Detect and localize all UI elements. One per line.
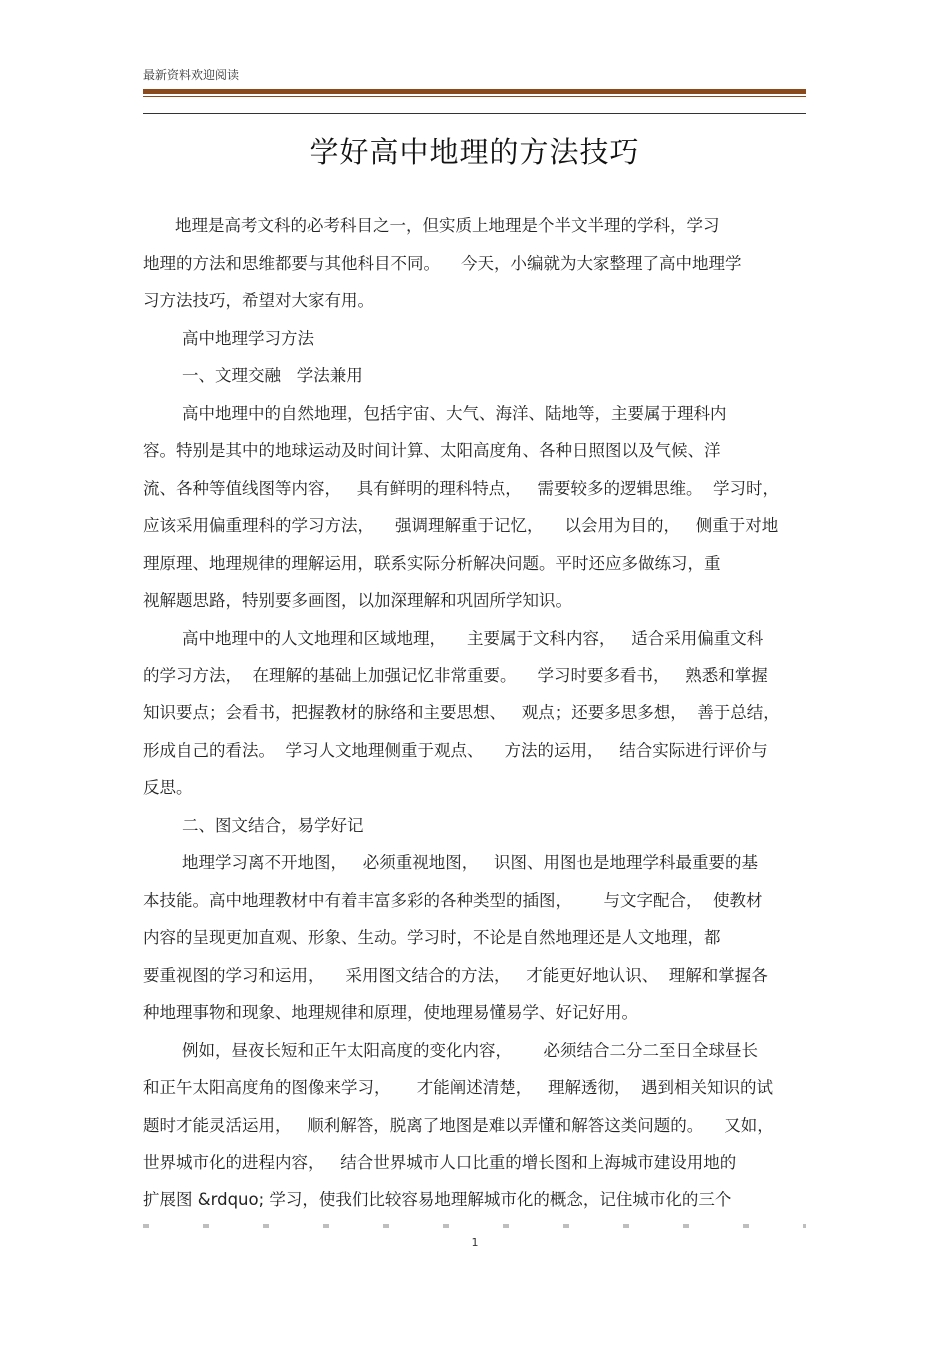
text-line: 世界城市化的进程内容， 结合世界城市人口比重的增长图和上海城市建设用地的 [143, 1153, 737, 1172]
text-line: 容。特别是其中的地球运动及时间计算、太阳高度角、各种日照图以及气候、洋 [143, 441, 721, 460]
header-text: 最新资料欢迎阅读 [143, 68, 240, 82]
text-line: 视解题思路，特别要多画图，以加深理解和巩固所学知识。 [143, 591, 572, 610]
text-line: 知识要点；会看书，把握教材的脉络和主要思想、 观点；还要多思多想， 善于总结， [143, 703, 780, 722]
text-line: 的学习方法， 在理解的基础上加强记忆非常重要。 学习时要多看书， 熟悉和掌握 [143, 666, 768, 685]
section-heading: 一、文理交融 学法兼用 [182, 366, 363, 385]
header-rule-thin [143, 96, 806, 97]
text-line: 地理是高考文科的必考科目之一，但实质上地理是个半文半理的学科，学习 [175, 216, 720, 235]
text-line: 形成自己的看法。 学习人文地理侧重于观点、 方法的运用， 结合实际进行评价与 [143, 741, 768, 760]
page-number: 1 [471, 1236, 479, 1249]
cut-off-text-line [143, 1224, 806, 1228]
text-line: 本技能。高中地理教材中有着丰富多彩的各种类型的插图， 与文字配合， 使教材 [143, 891, 763, 910]
text-line: 理原理、地理规律的理解运用，联系实际分析解决问题。平时还应多做练习，重 [143, 554, 721, 573]
text-line: 高中地理中的人文地理和区域地理， 主要属于文科内容， 适合采用偏重文科 [182, 629, 764, 648]
section-heading: 二、图文结合，易学好记 [182, 816, 364, 835]
text-line: 要重视图的学习和运用， 采用图文结合的方法， 才能更好地认识、 理解和掌握各 [143, 966, 768, 985]
section-heading: 高中地理学习方法 [182, 329, 314, 348]
text-line: 地理学习离不开地图， 必须重视地图， 识图、用图也是地理学科最重要的基 [182, 853, 758, 872]
header-rule-black [143, 113, 806, 114]
text-line: 内容的呈现更加直观、形象、生动。学习时，不论是自然地理还是人文地理，都 [143, 928, 721, 947]
text-line: 和正午太阳高度角的图像来学习， 才能阐述清楚， 理解透彻， 遇到相关知识的试 [143, 1078, 773, 1097]
document-title: 学好高中地理的方法技巧 [309, 135, 640, 169]
text-line: 习方法技巧，希望对大家有用。 [143, 291, 374, 310]
text-line: 反思。 [143, 778, 193, 797]
text-line: 种地理事物和现象、地理规律和原理，使地理易懂易学、好记好用。 [143, 1003, 638, 1022]
text-line: 扩展图 &rdquo; 学习，使我们比较容易地理解城市化的概念，记住城市化的三个 [143, 1190, 732, 1209]
text-line: 例如，昼夜长短和正午太阳高度的变化内容， 必须结合二分二至日全球昼长 [182, 1041, 758, 1060]
text-line: 高中地理中的自然地理，包括宇宙、大气、海洋、陆地等，主要属于理科内 [182, 404, 727, 423]
header-rule-thick [143, 89, 806, 94]
text-line: 地理的方法和思维都要与其他科目不同。 今天，小编就为大家整理了高中地理学 [143, 254, 742, 273]
text-line: 流、各种等值线图等内容， 具有鲜明的理科特点， 需要较多的逻辑思维。 学习时， [143, 479, 779, 498]
text-line: 应该采用偏重理科的学习方法， 强调理解重于记忆， 以会用为目的， 侧重于对地 [143, 516, 779, 535]
text-line: 题时才能灵活运用， 顺利解答，脱离了地图是难以弄懂和解答这类问题的。 又如， [143, 1116, 774, 1135]
